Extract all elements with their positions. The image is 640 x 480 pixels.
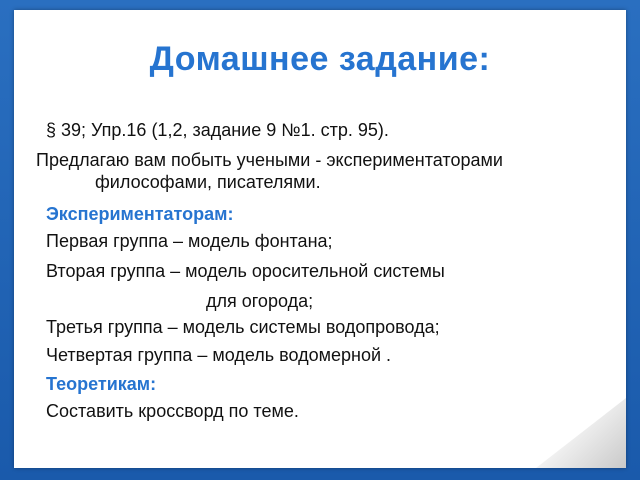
theorists-heading: Теоретикам: [46, 374, 157, 394]
group-3-line: Третья группа – модель системы водопровода; [46, 317, 440, 337]
group-1-line: Первая группа – модель фонтана; [46, 231, 333, 251]
group-4-line: Четвертая группа – модель водомерной . [46, 345, 392, 365]
slide-title: Домашнее задание: [149, 40, 491, 78]
invite-line-1: Предлагаю вам побыть учеными - экспериментаторами [36, 150, 503, 170]
assignment-line: § 39; Упр.16 (1,2, задание 9 №1. стр. 95). [46, 120, 389, 140]
invite-line-2: философами, писателями. [95, 172, 321, 192]
group-2-line: Вторая группа – модель оросительной системы [46, 261, 445, 281]
experimenters-heading: Экспериментаторам: [46, 204, 234, 224]
theorists-task-line: Составить кроссворд по теме. [46, 401, 299, 421]
group-2-continuation: для огорода; [206, 291, 314, 311]
